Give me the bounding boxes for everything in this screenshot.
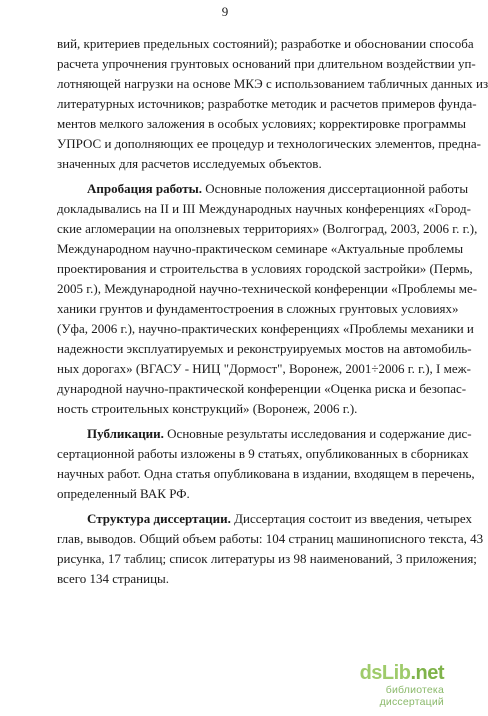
text-line: всего 134 страницы. <box>57 571 170 586</box>
text-line: (Уфа, 2006 г.), научно-практических конференциях «Проблемы механики и <box>57 321 474 336</box>
paragraph-first-line: Структура диссертации. Диссертация состоит из введения, четырех <box>57 509 409 529</box>
text-line: надежности эксплуатируемых и реконструируемых мостов на автомобиль- <box>57 341 472 356</box>
watermark-wordmark: dsLib .net <box>359 662 444 684</box>
section-heading-approbation: Апробация работы. <box>87 181 203 196</box>
text-line: расчета упрочнения грунтовых оснований при длительном воздействии уп- <box>57 56 476 71</box>
text-line: дународной научно-практической конференции «Оценка риска и безопас- <box>57 381 467 396</box>
text-line: УПРОС и дополняющих ее процедур и технологических элементов, предна- <box>57 136 481 151</box>
text-line: ские агломерации на оползневых территориях» (Волгоград, 2003, 2006 г. г.), <box>57 221 478 236</box>
text-line: ханики грунтов и фундаментостроения в сложных грунтовых условиях» <box>57 301 459 316</box>
text-line: рисунка, 17 таблиц; список литературы из 98 наименований, 3 приложения; <box>57 551 477 566</box>
text-line: определенный ВАК РФ. <box>57 486 190 501</box>
text-line: проектирования и строительства в условиях городской застройки» (Пермь, <box>57 261 473 276</box>
text-line: Международном научно-практическом семинаре «Актуальные проблемы <box>57 241 464 256</box>
watermark-logo[interactable] <box>334 662 444 708</box>
text-line: литературных источников; разработке методик и расчетов примеров фунда- <box>57 96 477 111</box>
paragraph-first-line: Публикации. Основные результаты исследования и содержание дис- <box>57 424 409 444</box>
section-heading-structure: Структура диссертации. <box>87 511 231 526</box>
text-line: глав, выводов. Общий объем работы: 104 страниц машинописного текста, 43 <box>57 531 484 546</box>
text-line: ность строительных конструкций» (Воронеж, 2006 г.). <box>57 401 358 416</box>
text-line: ментов мелкого заложения в особых условиях; корректировке программы <box>57 116 467 131</box>
text-line: ных дорогах» (ВГАСУ - НИЦ "Дормост", Воронеж, 2001÷2006 г. г.), I меж- <box>57 361 471 376</box>
text-line: 2005 г.), Международной научно-технической конференции «Проблемы ме- <box>57 281 478 296</box>
page-number: 9 <box>221 4 229 19</box>
paragraph-first-line: Апробация работы. Основные положения диссертационной работы <box>57 179 409 199</box>
text-line: сертационной работы изложены в 9 статьях, опубликованных в сборниках <box>57 446 469 461</box>
section-heading-publications: Публикации. <box>87 426 164 441</box>
text-line: вий, критериев предельных состояний); разработке и обосновании способа <box>57 36 474 51</box>
watermark-subtitle: библиотека диссертаций <box>379 684 444 708</box>
document-body <box>57 34 488 589</box>
text-line: докладывались на II и III Международных научных конференциях «Город- <box>57 201 471 216</box>
text-line: значенных для расчетов исследуемых объектов. <box>57 156 322 171</box>
text-line: научных работ. Одна статья опубликована в издании, входящем в перечень, <box>57 466 475 481</box>
text-line: лотняющей нагрузки на основе МКЭ с использованием табличных данных из <box>57 76 488 91</box>
